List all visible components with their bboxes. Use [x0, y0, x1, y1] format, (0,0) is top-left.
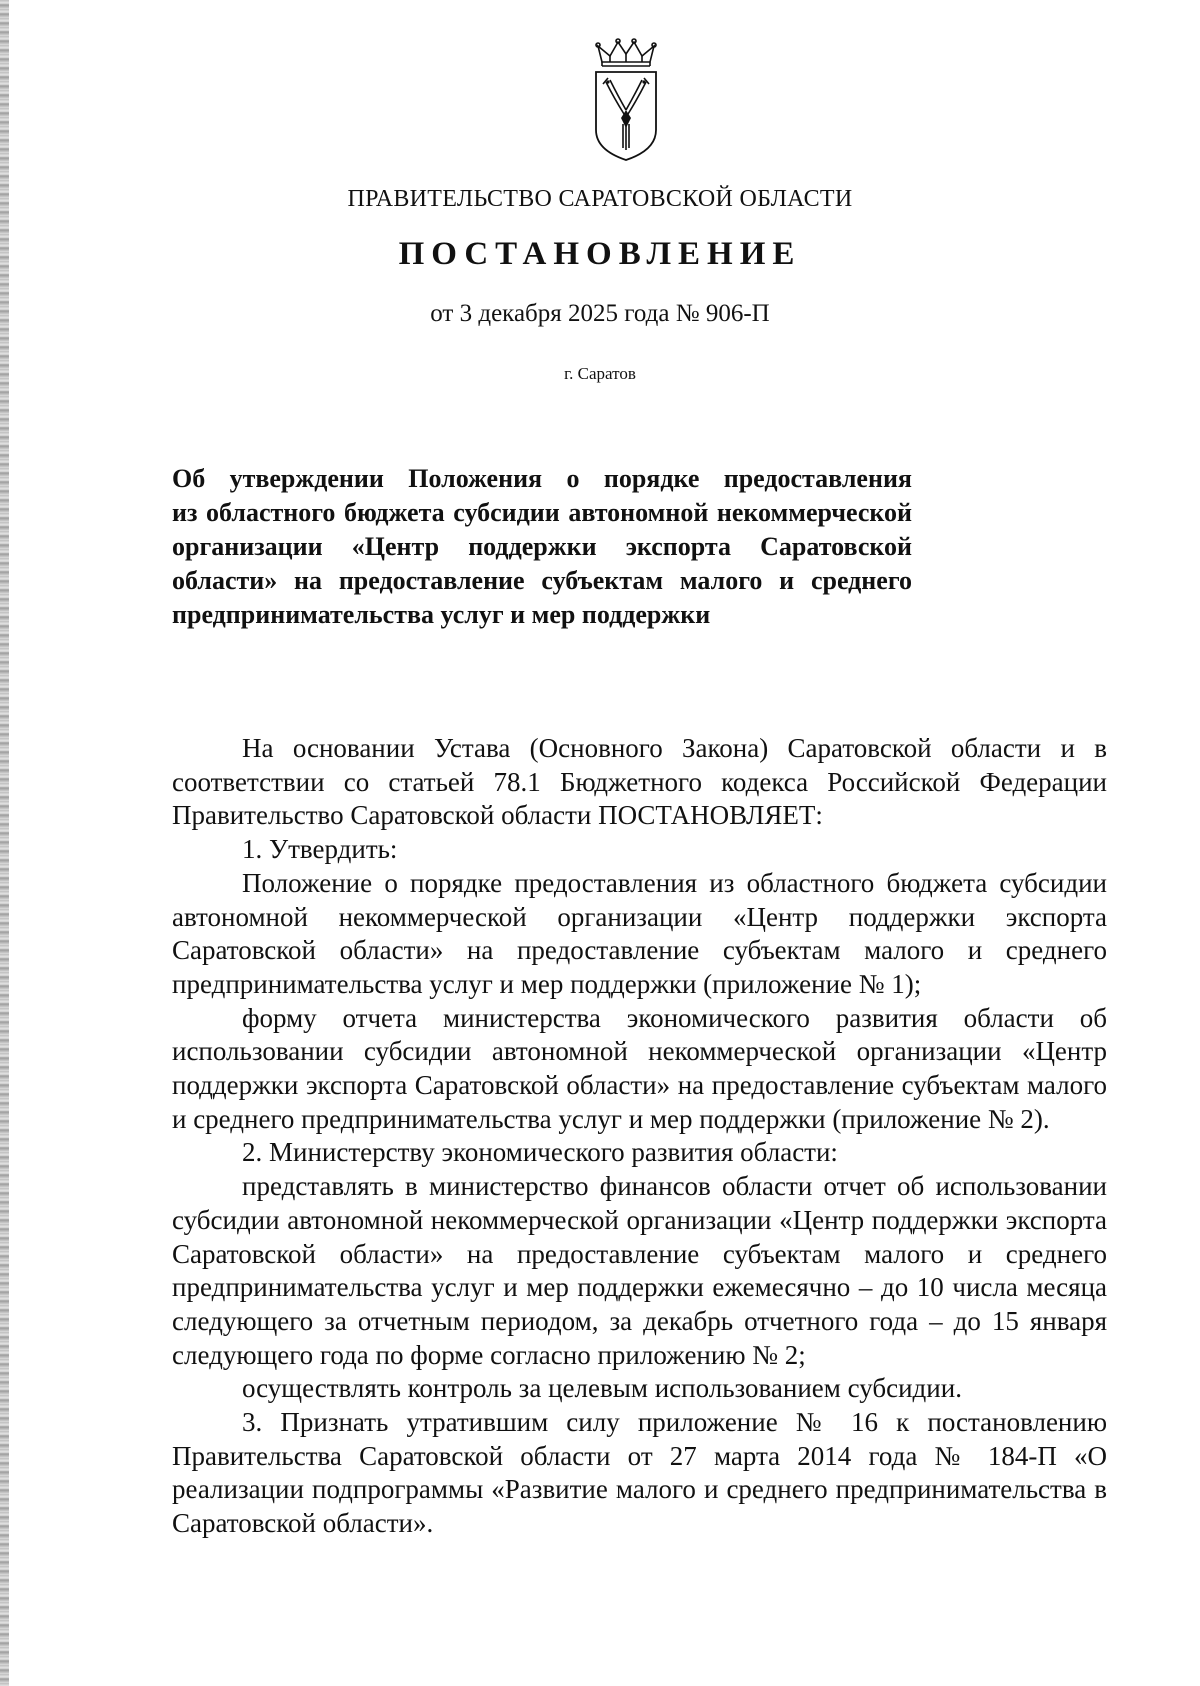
- coat-of-arms-icon: [588, 38, 664, 162]
- clause-1-item-report-form: форму отчета министерства экономического развития области об использовании субсидии автономной некоммерческой организации «Центр поддержки экспорта Саратовской области» на предоставление субъектам малого и среднего предпринимательства услуг и мер поддержки (приложение № 2).: [172, 1002, 1107, 1134]
- clause-2-item-control: осуществлять контроль за целевым использованием субсидии.: [242, 1373, 962, 1404]
- clause-2-heading: 2. Министерству экономического развития области:: [242, 1137, 838, 1168]
- title-line: из областного бюджета субсидии автономной некоммерческой: [172, 498, 912, 527]
- preamble-paragraph: На основании Устава (Основного Закона) Саратовской области и в соответствии со статьей 78.1 Бюджетного кодекса Российской Федерации Правительство Саратовской области ПОСТАНОВЛЯЕТ:: [172, 733, 1107, 831]
- title-line: организации «Центр поддержки экспорта Саратовской: [172, 532, 912, 561]
- clause-3-paragraph: 3. Признать утратившим силу приложение № 16 к постановлению Правительства Саратовской области от 27 марта 2014 года № 184-П «О реализации подпрограммы «Развитие малого и среднего предпринимательства в Саратовской области».: [172, 1407, 1107, 1539]
- clause-2-item-reporting: представлять в министерство финансов области отчет об использовании субсидии автономной некоммерческой организации «Центр поддержки экспорта Саратовской области» на предоставление субъектам малого и среднего предпринимательства услуг и мер поддержки ежемесячно – до 10 числа месяца следующего за отчетным периодом, за декабрь отчетного года – до 15 января следующего года по форме согласно приложению № 2;: [172, 1171, 1107, 1370]
- title-line: предпринимательства услуг и мер поддержки: [172, 600, 711, 629]
- title-line: области» на предоставление субъектам малого и среднего: [172, 566, 912, 595]
- document-date-number: от 3 декабря 2025 года № 906-П: [430, 300, 770, 327]
- document-title: [172, 462, 912, 632]
- government-name: ПРАВИТЕЛЬСТВО САРАТОВСКОЙ ОБЛАСТИ: [347, 186, 853, 212]
- title-line: Об утверждении Положения о порядке предоставления: [172, 464, 912, 493]
- document-city: г. Саратов: [564, 364, 636, 383]
- document-type: ПОСТАНОВЛЕНИЕ: [398, 236, 802, 272]
- clause-1-heading: 1. Утвердить:: [242, 834, 398, 865]
- document-body: [172, 732, 1107, 1541]
- clause-1-item-regulation: Положение о порядке предоставления из областного бюджета субсидии автономной некоммерческой организации «Центр поддержки экспорта Саратовской области» на предоставление субъектам малого и среднего предпринимательства услуг и мер поддержки (приложение № 1);: [172, 867, 1107, 999]
